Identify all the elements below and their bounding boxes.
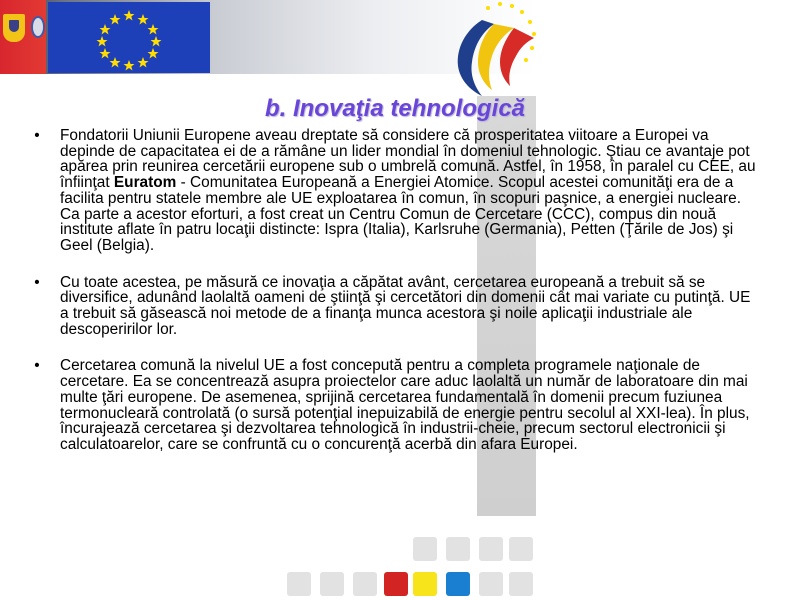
bullet-icon: • [34, 273, 40, 291]
decor-square [287, 572, 311, 596]
bullet-text: Cu toate acestea, pe măsură ce inovaţia a căpătat avânt, cercetarea europeană a trebuit să se diversifice, adunând laolaltă oameni de ştiinţă şi cercetători din domenii cât mai variate cu putinţă. UE a trebuit să găsească noi metode de a finanţa munca acestora şi noile aplicaţii industriale ale descoperirilor lor. [60, 273, 751, 338]
decor-square [509, 572, 533, 596]
decor-square-yellow [413, 572, 437, 596]
bullet-icon: • [34, 357, 40, 375]
slide-title: b. Inovaţia tehnologică [264, 95, 526, 122]
decor-square [446, 537, 470, 561]
coat-of-arms-icon [3, 14, 25, 42]
decor-square [320, 572, 344, 596]
eu-stars-icon [48, 2, 210, 73]
eu-flag-logo [48, 2, 210, 73]
bullet-text-part: Fondatorii Uniunii Europene aveau dreptate să considere că prosperitatea viitoare a Europei va depinde de capacitatea ei de a rămâne un lider mondial în domeniul tehnologic. Ştiau ce avantaje pot apărea prin reunirea cercetării europene sub o umbrelă comună. Astfel, în 1958, în paralel cu CEE, au înfiinţat [60, 127, 756, 192]
decor-square [479, 537, 503, 561]
decor-square [509, 537, 533, 561]
romania-eu-swoosh-logo [448, 0, 544, 110]
bullet-item-1 [30, 128, 762, 254]
euratom-term: Euratom [113, 174, 177, 192]
bullet-list [30, 128, 762, 474]
decor-square-red [384, 572, 408, 596]
bullet-icon: • [34, 127, 40, 144]
emblem-icon [31, 16, 45, 38]
decor-square [413, 537, 437, 561]
decor-square-blue [446, 572, 470, 596]
bullet-text-part: - Comunitatea Europeană a Energiei Atomice. Scopul acestei comunităţi era de a facilita pentru statele membre ale UE exploatarea în comun, în scopuri paşnice, a energiei nucleare. Ca parte a acestor eforturi, a fost creat un Centru Comun de Cercetare (CCC), compus din nouă institute aflate în patru locaţii distincte: Ispra (Italia), Karlsruhe (Germania), Petten (Ţările de Jos) şi Geel (Belgia). [60, 174, 741, 254]
decor-square [479, 572, 503, 596]
decor-square [353, 572, 377, 596]
romania-flag-logo [0, 0, 46, 74]
bullet-text: Cercetarea comună la nivelul UE a fost concepută pentru a completa programele naţionale de cercetare. Ea se concentrează asupra proiectelor care aduc laolaltă un număr de laboratoare din mai multe ţări europene. De asemenea, sprijină cercetarea fundamentală în domenii precum fuziunea termonucleară controlată (o sursă potenţial inepuizabilă de energie pentru secolul al XXI-lea). În plus, încurajează cercetarea şi dezvoltarea tehnologică în industrii-cheie, precum sectorul electronicii şi calculatoarelor, care se confruntă cu o concurenţă acerbă din afara Europei. [60, 357, 750, 453]
bullet-item-2 [30, 275, 762, 338]
bullet-item-3 [30, 358, 762, 452]
